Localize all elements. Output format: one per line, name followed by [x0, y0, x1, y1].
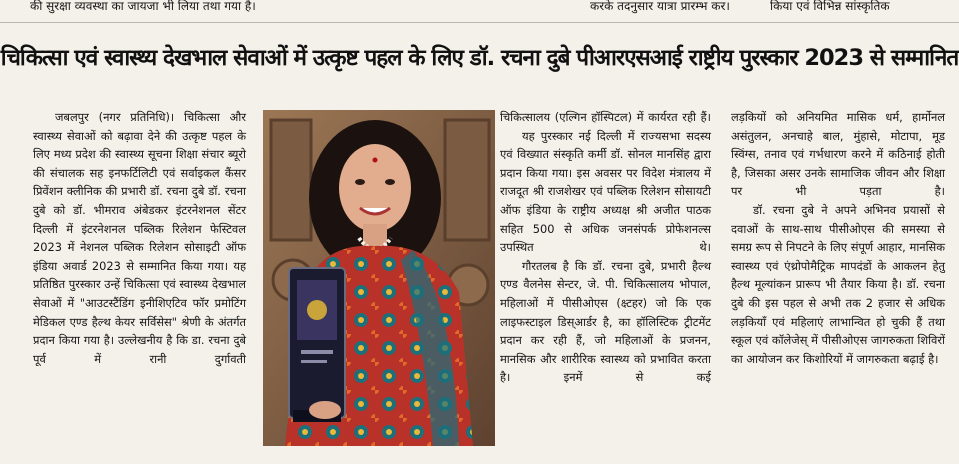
article-column-3 [731, 108, 945, 368]
column-2-paragraph-1: चिकित्सालय (एल्गिन हॉस्पिटल) में कार्यरत रही हैं। [500, 110, 711, 124]
column-2-paragraph-3: गौरतलब है कि डॉ. रचना दुबे, प्रभारी हैल्थ एण्ड वैलनेस सेन्टर, जे. पी. चिकित्सालय भोपाल, महिलाओं में पीसीओएस (क्ष्टहर) जो कि एक लाइफस्टाइल डिस्आर्डर है, का हॉलिस्टिक ट्रीटमेंट प्रदान कर रही हैं, जो महिलाओं के प्रजनन, मानसिक और शारीरिक स्वास्थ्य को प्रभावित करता है। इनमें से कई [500, 258, 711, 385]
column-3-paragraph-2: डॉ. रचना दुबे ने अपने अभिनव प्रयासों से दवाओं के साथ-साथ पीसीओएस की समस्या से समग्र रूप से निपटने के लिए संपूर्ण आहार, मानसिक स्वास्थ्य एवं एंथ्रोपोमैट्रिक मापदंडों के आकलन हेतु हैल्थ मूल्यांकन प्रारूप भी तैयार किया है। डॉ. रचना दुबे की इस पहल से अभी तक 2 हजार से अधिक लड़कियाँ एवं महिलाएं लाभान्वित हो चुकी हैं तथा स्कूल एवं कॉलेजेस् में पीसीओएस जागरुकता शिविरों का आयोजन कर किशोरियों में जागरुकता बढ़ाई है। [731, 202, 945, 366]
previous-article-text-middle: करके तदनुसार यात्रा प्रारम्भ कर। [590, 0, 730, 13]
column-2-paragraph-2: यह पुरस्कार नई दिल्ली में राज्यसभा सदस्य एवं विख्यात संस्कृति कर्मी डॉ. सोनल मानसिंह द्वारा प्रदान किया गया। इस अवसर पर विदेश मंत्रालय में राजदूत श्री राजशेखर एवं पब्लिक रिलेशन सोसायटी ऑफ इंडिया के राष्ट्रीय अध्यक्ष श्री अजीत पाठक सहित 500 से अधिक जनसंपर्क प्रोफेशनल्स उपस्थित थे। [500, 128, 711, 255]
portrait-illustration [263, 110, 495, 446]
column-1-paragraph: जबलपुर (नगर प्रतिनिधि)। चिकित्सा और स्वास्थ्य सेवाओं को बढ़ावा देने की उत्कृष्ट पहल के लिए मध्य प्रदेश की स्वास्थ्य सूचना शिक्षा संचार ब्यूरो की संचालक सह इनफर्टिलिटी एवं सर्वाइकल कैंसर प्रिवेंशन क्लीनिक की प्रभारी डॉ. रचना दुबे डॉ. रचना दुबे को डॉ. भीमराव अंबेडकर इंटरनेशनल सेंटर दिल्ली में इंटरनेशनल पब्लिक रिलेशन फेस्टिवल 2023 में नेशनल पब्लिक रिलेशन सोसाइटी ऑफ इंडिया अवार्ड 2023 से सम्मानित किया गया। यह प्रतिष्ठित पुरस्कार उन्हें चिकित्सा एवं स्वास्थ्य देखभाल सेवाओं में "आउटस्टैंडिंग इनीशिएटिव फॉर प्रमोटिंग मेडिकल एण्ड हैल्थ केयर सर्विसेस" श्रेणी के अंतर्गत प्रदान किया गया है। उल्लेखनीय है कि डा. रचना दुबे पूर्व में रानी दुर्गावती [33, 110, 246, 366]
article-headline: चिकित्सा एवं स्वास्थ्य देखभाल सेवाओं में उत्कृष्ट पहल के लिए डॉ. रचना दुबे पीआरएसआई राष्ट्रीय पुरस्कार 2023 से सम्मानित [0, 45, 959, 71]
article-photo [263, 110, 495, 446]
column-3-paragraph-1: लड़कियों को अनियमित मासिक धर्म, हार्मोनल असंतुलन, अनचाहे बाल, मुंहासे, मोटापा, मूड स्विंग्स, तनाव एवं गर्भधारण करने में कठिनाई होती है, जिसका असर उनके सामाजिक जीवन और शिक्षा पर भी पड़ता है। [731, 110, 945, 199]
article-column-1 [33, 108, 246, 368]
previous-article-text-left: की सुरक्षा व्यवस्था का जायजा भी लिया तथा गया है। [30, 0, 256, 13]
article-column-2 [500, 108, 711, 387]
previous-article-strip [0, 0, 959, 20]
top-divider [0, 22, 959, 23]
previous-article-text-right: किया एवं विभिन्न सांस्कृतिक [770, 0, 890, 13]
